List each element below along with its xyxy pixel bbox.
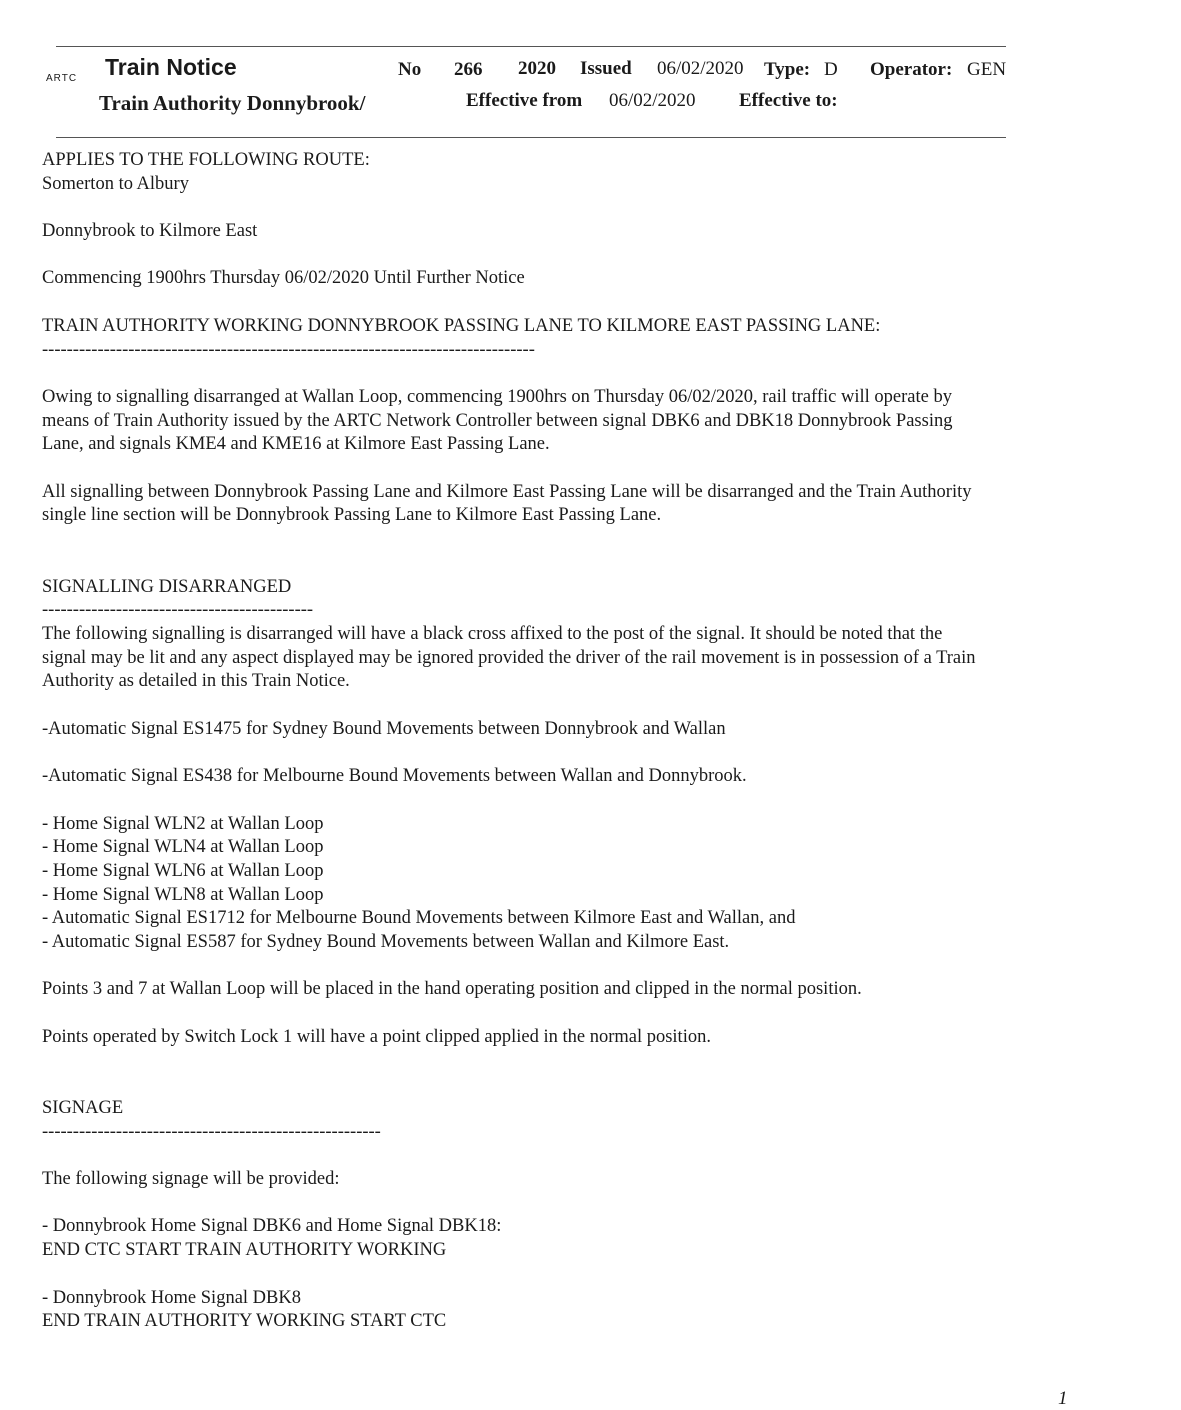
signal-list-item: - Automatic Signal ES587 for Sydney Bound Movements between Wallan and Kilmore East.	[42, 932, 730, 953]
signal-list-item: - Home Signal WLN2 at Wallan Loop	[42, 813, 324, 834]
section-rule: --------------------------------------------------------------------------------	[42, 339, 535, 360]
paragraph-line: Lane, and signals KME4 and KME16 at Kilmore East Passing Lane.	[42, 434, 550, 455]
paragraph-line: Owing to signalling disarranged at Wallan Loop, commencing 1900hrs on Thursday 06/02/2020, rail traffic will operate by	[42, 386, 952, 407]
paragraph-line: The following signalling is disarranged will have a black cross affixed to the post of the signal. It should be noted that the	[42, 623, 943, 644]
no-value: 266	[454, 59, 483, 80]
signage-intro: The following signage will be provided:	[42, 1169, 340, 1190]
signage-item: - Donnybrook Home Signal DBK8	[42, 1287, 301, 1308]
operator-value: GEN	[967, 59, 1007, 80]
header-bottom-rule	[56, 137, 1006, 138]
type-label: Type:	[764, 59, 811, 80]
points-line: Points operated by Switch Lock 1 will have a point clipped applied in the normal position.	[42, 1026, 711, 1047]
notice-subtitle: Train Authority Donnybrook/	[99, 91, 366, 115]
section-rule: -------------------------------------------------------	[42, 1121, 381, 1142]
no-label: No	[398, 59, 422, 80]
header-top-rule	[56, 46, 1006, 47]
paragraph-line: signal may be lit and any aspect displayed may be ignored provided the driver of the rail movement is in possession of a Train	[42, 647, 976, 668]
section-rule: --------------------------------------------	[42, 600, 314, 621]
signage-item: END TRAIN AUTHORITY WORKING START CTC	[42, 1311, 447, 1332]
issued-label: Issued	[580, 58, 632, 79]
type-value: D	[824, 59, 838, 80]
section-heading-train-authority: TRAIN AUTHORITY WORKING DONNYBROOK PASSING LANE TO KILMORE EAST PASSING LANE:	[42, 315, 881, 336]
automatic-signal-line: -Automatic Signal ES1475 for Sydney Bound Movements between Donnybrook and Wallan	[42, 718, 726, 739]
notice-title: Train Notice	[105, 54, 237, 80]
route-line-2: Donnybrook to Kilmore East	[42, 221, 258, 242]
points-line: Points 3 and 7 at Wallan Loop will be placed in the hand operating position and clipped in the normal position.	[42, 979, 862, 1000]
artc-logo: ARTC	[46, 73, 78, 84]
automatic-signal-line: -Automatic Signal ES438 for Melbourne Bound Movements between Wallan and Donnybrook.	[42, 766, 747, 787]
effective-from-value: 06/02/2020	[609, 90, 696, 111]
applies-heading: APPLIES TO THE FOLLOWING ROUTE:	[42, 150, 370, 170]
notice-year: 2020	[518, 58, 556, 79]
paragraph-line: All signalling between Donnybrook Passing Lane and Kilmore East Passing Lane will be disarranged and the Train Authority	[42, 481, 972, 502]
section-heading-signalling: SIGNALLING DISARRANGED	[42, 576, 292, 597]
section-heading-signage: SIGNAGE	[42, 1097, 124, 1118]
operator-label: Operator:	[870, 59, 953, 80]
notice-body	[42, 149, 1082, 1334]
signal-list-item: - Automatic Signal ES1712 for Melbourne Bound Movements between Kilmore East and Wallan, and	[42, 908, 796, 929]
signal-list-item: - Home Signal WLN6 at Wallan Loop	[42, 860, 324, 881]
paragraph-line: single line section will be Donnybrook Passing Lane to Kilmore East Passing Lane.	[42, 505, 662, 526]
route-line-1: Somerton to Albury	[42, 173, 189, 194]
effective-from-label: Effective from	[466, 90, 583, 111]
paragraph-line: means of Train Authority issued by the ARTC Network Controller between signal DBK6 and DBK18 Donnybrook Passing	[42, 410, 953, 431]
paragraph-line: Authority as detailed in this Train Notice.	[42, 671, 350, 692]
signal-list-item: - Home Signal WLN4 at Wallan Loop	[42, 837, 324, 858]
commencing-line: Commencing 1900hrs Thursday 06/02/2020 Until Further Notice	[42, 268, 525, 289]
signal-list-item: - Home Signal WLN8 at Wallan Loop	[42, 884, 324, 905]
effective-to-label: Effective to:	[739, 90, 838, 111]
signage-item: - Donnybrook Home Signal DBK6 and Home Signal DBK18:	[42, 1216, 502, 1237]
page-number: 1	[1058, 1388, 1068, 1409]
issued-value: 06/02/2020	[657, 58, 744, 79]
signage-item: END CTC START TRAIN AUTHORITY WORKING	[42, 1240, 447, 1261]
